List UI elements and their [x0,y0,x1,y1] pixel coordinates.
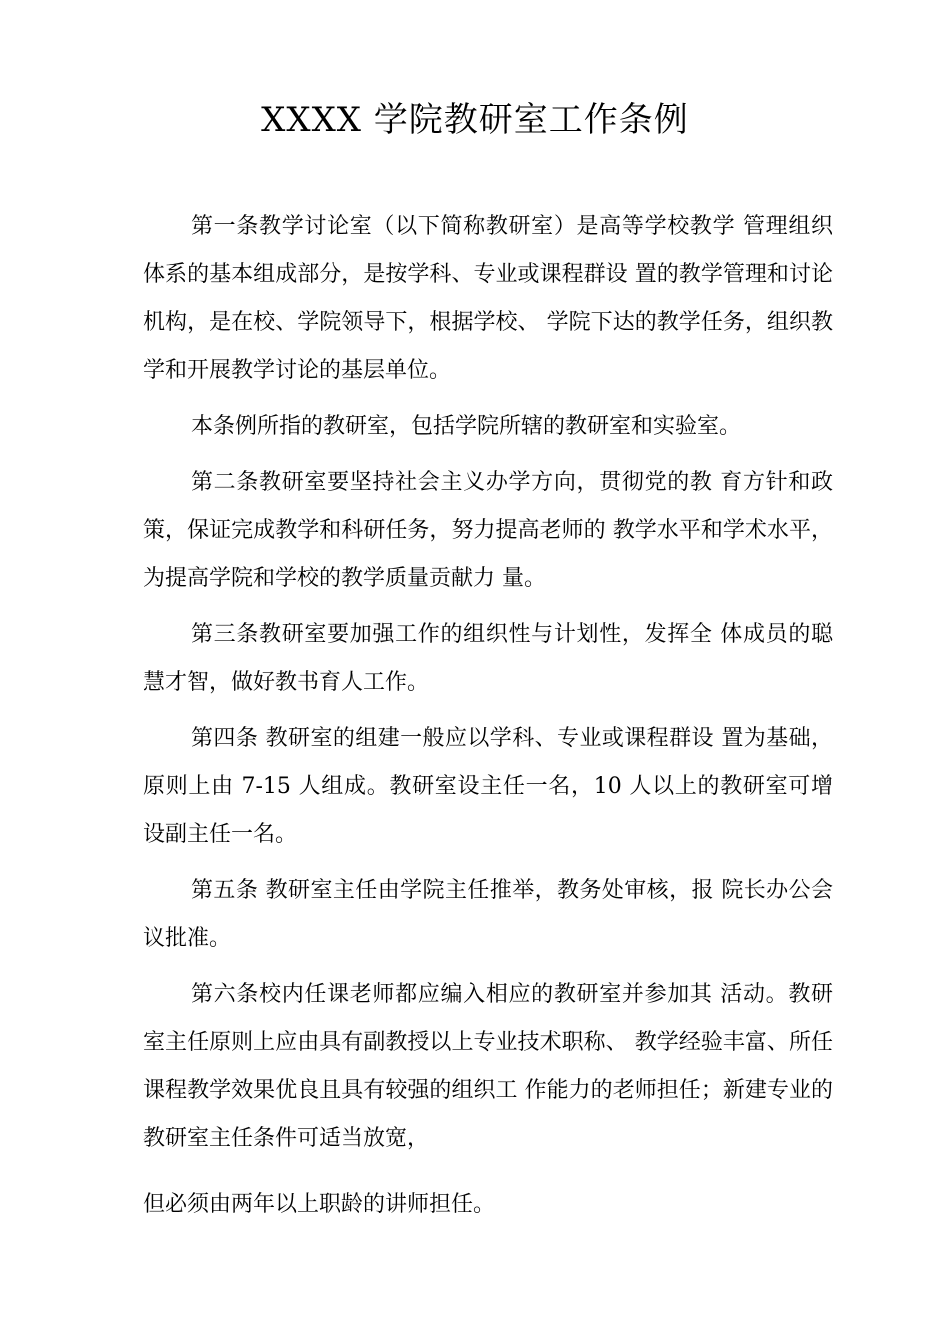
document-title: XXXX 学院教研室工作条例 [261,100,689,140]
paragraph-article-3: 第三条教研室要加强工作的组织性与计划性，发挥全 体成员的聪慧才智，做好教书育人工作。 [143,622,833,695]
paragraph-article-4: 第四条 教研室的组建一般应以学科、专业或课程群设 置为基础，原则上由 7-15 人组成。教研室设主任一名，10 人以上的教研室可增设副主任一名。 [143,726,833,847]
document-body [143,203,833,1237]
paragraph-article-1: 第一条教学讨论室（以下简称教研室）是高等学校教学 管理组织体系的基本组成部分，是按学科、专业或课程群设 置的教学管理和讨论机构，是在校、学院领导下，根据学校、 学院下达的教学任务，组织教学和开展教学讨论的基层单位。 [143,214,833,383]
paragraph-article-6-continued: 但必须由两年以上职龄的讲师担任。 [143,1192,496,1217]
paragraph-article-5: 第五条 教研室主任由学院主任推举，教务处审核，报 院长办公会议批准。 [143,878,833,951]
paragraph-article-6: 第六条校内任课老师都应编入相应的教研室并参加其 活动。教研室主任原则上应由具有副教授以上专业技术职称、 教学经验丰富、所任课程教学效果优良且具有较强的组织工 作能力的老师担任；新建专业的教研室主任条件可适当放宽， [143,982,833,1151]
paragraph-scope-note: 本条例所指的教研室，包括学院所辖的教研室和实验室。 [191,414,742,439]
paragraph-article-2: 第二条教研室要坚持社会主义办学方向，贯彻党的教 育方针和政策，保证完成教学和科研任务，努力提高老师的 教学水平和学术水平，为提高学院和学校的教学质量贡献力 量。 [143,470,833,591]
